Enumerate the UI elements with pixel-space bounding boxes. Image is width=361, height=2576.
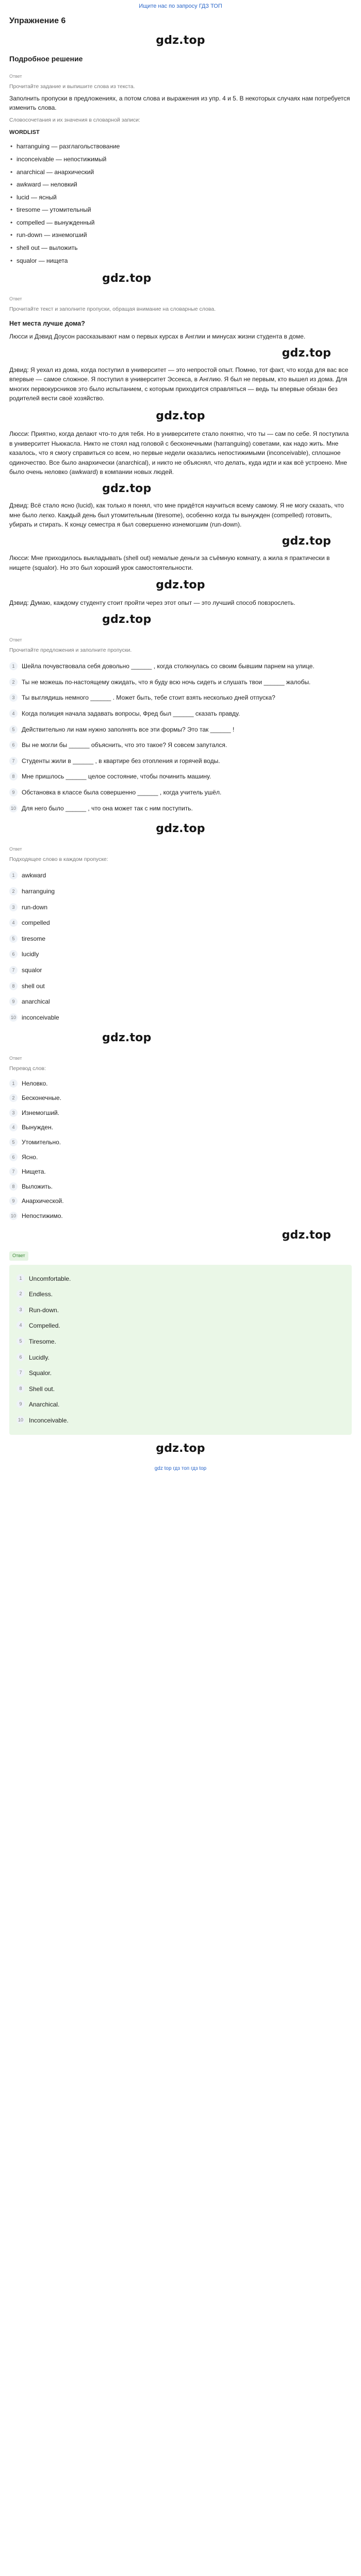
item-number: 6	[9, 741, 18, 749]
list-item	[9, 658, 352, 674]
task-text: Обстановка в классе была совершенно ______ , когда учитель ушёл.	[22, 788, 222, 796]
answer-text: harranguing	[22, 888, 55, 895]
list-item	[9, 690, 352, 706]
list-item	[9, 753, 352, 769]
list-item	[9, 931, 352, 947]
list-item	[9, 868, 352, 884]
section-title: Подробное решение	[9, 54, 83, 63]
item-number: 8	[17, 1384, 25, 1393]
vocab-title: WORDLIST	[9, 129, 40, 136]
answer-tag: Ответ	[9, 637, 22, 642]
story-paragraph: Люсси: Приятно, когда делают что-то для тебя. Но в университете стало понятно, что ты — сам по себе. Я поступила в университет Ньюкасла. Никто не стоял над головой с бесконечными (harranguing) советами, как надо жить. Мне казалось, что я смогу справиться со всем, но первые недели оказались непостижимыми (inconceivable), сплошное одиночество. Все было анархически (anarchical), и никто не объяснял, что делать, куда идти и как всё устроено. Мне было очень неловко (awkward) в компании новых людей.	[9, 430, 349, 476]
list-item	[9, 1010, 352, 1026]
item-number: 5	[17, 1337, 25, 1345]
item-number: 10	[9, 1013, 18, 1022]
answer-list	[9, 868, 352, 1025]
list-item	[9, 978, 352, 994]
item-number: 6	[9, 1153, 18, 1161]
item-number: 3	[9, 903, 18, 911]
story-paragraph: Дэвид: Я уехал из дома, когда поступил в университет — это непростой опыт. Помню, тот факт, что когда для вас все впервые — самое сложное. Я поступил в университет Эссекса, в Англию. Я был не первым, кто вышел из дома. Для многих первокурсников это было испытанием, с которым приходится справляться — ведь ты впервые обязан без родителей вести своё хозяйство.	[9, 366, 349, 402]
item-text: Анархической.	[22, 1197, 64, 1205]
item-number: 9	[9, 997, 18, 1006]
answer-text: inconceivable	[22, 1013, 59, 1021]
list-item	[9, 1091, 352, 1106]
watermark: gdz.top	[156, 33, 205, 47]
numbers-label: Перевод слов:	[9, 1065, 46, 1072]
item-number: 1	[9, 662, 18, 670]
list-item	[9, 801, 352, 817]
list-item	[9, 946, 352, 962]
answer-text: squalor	[22, 967, 42, 974]
answer-badge: Ответ	[9, 1251, 28, 1261]
list-item	[9, 706, 352, 722]
list-item	[9, 915, 352, 931]
item-number: 6	[9, 950, 18, 958]
item-number: 4	[9, 709, 18, 718]
watermark: gdz.top	[156, 1442, 205, 1455]
item-number: 9	[9, 1197, 18, 1205]
item-text: Squalor.	[29, 1369, 52, 1377]
task-text: Ты не можешь по-настоящему ожидать, что я буду всю ночь сидеть и слушать твои ______ жалобы.	[22, 678, 311, 686]
answer-text: run-down	[22, 903, 48, 911]
item-number: 8	[9, 772, 18, 781]
task-text: Когда полиция начала задавать вопросы, Фред был ______ сказать правду.	[22, 709, 240, 717]
watermark: gdz.top	[102, 1031, 152, 1045]
vocab-item: • run-down — изнемогший	[9, 229, 352, 242]
vocab-item: • squalor — нищета	[9, 255, 352, 267]
list-item	[17, 1365, 344, 1381]
item-number: 4	[17, 1321, 25, 1329]
top-link[interactable]: Ищите нас по запросу ГДЗ ТОП	[139, 3, 222, 9]
item-number: 10	[17, 1416, 25, 1424]
list-item	[9, 1120, 352, 1135]
item-number: 2	[9, 1094, 18, 1102]
top-banner	[9, 0, 352, 11]
item-text: Нищета.	[22, 1168, 46, 1176]
vocab-item: • inconceivable — непостижимый	[9, 153, 352, 166]
answer-text: compelled	[22, 919, 50, 927]
list-item	[9, 994, 352, 1010]
story-title: Нет места лучше дома?	[9, 319, 85, 327]
task-text: Шейла почувствовала себя довольно ______ , когда столкнулась со своим бывшим парнем на улице.	[22, 663, 315, 670]
answer-box	[9, 1265, 352, 1435]
list-item	[9, 722, 352, 738]
list-item	[9, 1164, 352, 1179]
final-answer-list	[17, 1271, 344, 1429]
list-item	[17, 1302, 344, 1318]
item-number: 3	[17, 1306, 25, 1314]
vocab-item: • awkward — неловкий	[9, 178, 352, 191]
list-item	[9, 769, 352, 785]
watermark: gdz.top	[282, 1228, 331, 1242]
story-paragraph: Дэвид: Всё стало ясно (lucid), как только я понял, что мне придётся научиться всему самому. Я не могу сказать, что мне было легко. Каждый день был утомительным (tiresome), особенно когда ты вынужден (compelled) готовить, убирать и стирать. К концу семестра я был совершенно изнемогшим (run-down).	[9, 502, 344, 529]
item-number: 1	[9, 871, 18, 879]
task-text: Действительно ли нам нужно заполнять все эти формы? Это так ______ !	[22, 725, 235, 733]
item-number: 7	[17, 1368, 25, 1377]
list-item	[9, 962, 352, 978]
item-text: Lucidly.	[29, 1353, 50, 1361]
item-number: 9	[17, 1400, 25, 1408]
watermark: gdz.top	[156, 410, 205, 422]
item-text: Uncomfortable.	[29, 1275, 71, 1282]
list-item	[9, 785, 352, 801]
list-item	[9, 1209, 352, 1224]
answer-text: awkward	[22, 872, 46, 879]
watermark: gdz.top	[156, 579, 205, 592]
list-item	[9, 1194, 352, 1209]
item-number: 7	[9, 1167, 18, 1176]
item-number: 6	[17, 1353, 25, 1361]
list-item	[9, 1106, 352, 1121]
watermark: gdz.top	[102, 613, 152, 626]
item-text: Endless.	[29, 1291, 53, 1298]
answer-tag: Ответ	[9, 73, 22, 79]
task-list	[9, 658, 352, 816]
item-text: Compelled.	[29, 1322, 60, 1330]
answer-text: shell out	[22, 982, 45, 990]
story-paragraph: Дэвид: Думаю, каждому студенту стоит пройти через этот опыт — это лучший способ повзрослеть.	[9, 599, 296, 607]
item-text: Вынужден.	[22, 1124, 54, 1131]
list-item	[17, 1413, 344, 1429]
vocab-item: • harranguing — разглагольствование	[9, 140, 352, 153]
item-number: 5	[9, 725, 18, 734]
item-number: 5	[9, 1138, 18, 1146]
list-item	[17, 1350, 344, 1366]
item-text: Run-down.	[29, 1306, 59, 1314]
item-number: 1	[17, 1274, 25, 1282]
item-number: 4	[9, 919, 18, 927]
list-item	[17, 1397, 344, 1413]
vocab-item: • tiresome — утомительный	[9, 204, 352, 216]
item-text: Shell out.	[29, 1385, 55, 1393]
item-text: Неловко.	[22, 1079, 48, 1087]
list-item	[17, 1334, 344, 1350]
item-text: Выложить.	[22, 1182, 53, 1190]
vocab-item: • compelled — вынужденный	[9, 216, 352, 229]
watermark: gdz.top	[102, 482, 152, 496]
item-number: 4	[9, 1123, 18, 1131]
item-text: Anarchical.	[29, 1401, 60, 1409]
footer-link[interactable]: gdz top гдз топ гдз top	[154, 1465, 207, 1471]
watermark: gdz.top	[282, 534, 331, 548]
list-item	[17, 1271, 344, 1287]
answer-text: lucidly	[22, 951, 39, 958]
item-number: 7	[9, 757, 18, 765]
item-number: 8	[9, 982, 18, 990]
item-number: 5	[9, 935, 18, 943]
task-intro: Заполнить пропуски в предложениях, а потом слова и выражения из упр. 4 и 5. В некоторых случаях нам потребуется изменить слова.	[9, 94, 350, 112]
task-text: Ты выглядишь немного ______ . Может быть, тебе стоит взять несколько дней отпуска?	[22, 694, 275, 702]
task-text: Вы не могли бы ______ объяснить, что это такое? Я совсем запутался.	[22, 741, 227, 749]
item-text: Tiresome.	[29, 1338, 56, 1346]
list-item	[9, 737, 352, 753]
list-item	[9, 900, 352, 916]
item-text: Непостижимо.	[22, 1212, 63, 1220]
item-text: Inconceivable.	[29, 1416, 69, 1424]
translation-list	[9, 1076, 352, 1224]
item-number: 10	[9, 1212, 18, 1220]
item-number: 3	[9, 1109, 18, 1117]
answer-tag: Ответ	[9, 1056, 22, 1061]
story-instruction: Прочитайте текст и заполните пропуски, обращая внимание на словарные слова.	[9, 306, 216, 313]
story-paragraph: Люсси и Дэвид Доусон рассказывают нам о первых курсах в Англии и минусах жизни студента в доме.	[9, 332, 306, 340]
item-text: Ясно.	[22, 1153, 38, 1161]
list-item	[17, 1318, 344, 1334]
list-item	[9, 674, 352, 690]
list-item	[9, 1135, 352, 1150]
answers-instruction: Подходящее слово в каждом пропуске:	[9, 856, 108, 863]
task-instruction: Прочитайте задание и выпишите слова из текста.	[9, 83, 135, 90]
item-text: Бесконечные.	[22, 1094, 62, 1102]
vocab-item: • lucid — ясный	[9, 191, 352, 204]
item-number: 9	[9, 788, 18, 796]
tasks-instruction: Прочитайте предложения и заполните пропуски.	[9, 647, 132, 653]
list-item	[17, 1381, 344, 1397]
item-number: 3	[9, 693, 18, 702]
item-text: Изнемогший.	[22, 1109, 60, 1116]
answer-text: anarchical	[22, 998, 50, 1006]
item-text: Утомительно.	[22, 1139, 61, 1146]
item-number: 2	[17, 1290, 25, 1298]
vocab-list	[9, 140, 352, 267]
list-item	[9, 1150, 352, 1165]
vocab-note: Словосочетания и их значения в словарной записи:	[9, 117, 140, 124]
item-number: 2	[9, 887, 18, 895]
page-title: Упражнение 6	[9, 16, 66, 26]
task-text: Для него было ______ , что она может так с ним поступить.	[22, 804, 193, 812]
vocab-item: • anarchical — анархический	[9, 166, 352, 179]
list-item	[9, 1179, 352, 1194]
answer-tag: Ответ	[9, 846, 22, 852]
item-number: 8	[9, 1182, 18, 1191]
task-text: Мне пришлось ______ целое состояние, чтобы починить машину.	[22, 773, 211, 781]
list-item	[9, 1076, 352, 1091]
watermark: gdz.top	[156, 822, 205, 836]
item-number: 7	[9, 966, 18, 974]
list-item	[17, 1286, 344, 1302]
item-number: 1	[9, 1079, 18, 1088]
story-paragraph: Люсси: Мне приходилось выкладывать (shell out) немалые деньги за съёмную комнату, а жила я практически в нищете (squalor). Но это был хороший урок самостоятельности.	[9, 554, 330, 571]
item-number: 2	[9, 678, 18, 686]
answer-text: tiresome	[22, 935, 46, 942]
item-number: 10	[9, 804, 18, 812]
task-text: Студенты жили в ______ , в квартире без отопления и горячей воды.	[22, 757, 220, 765]
vocab-item: • shell out — выложить	[9, 242, 352, 255]
list-item	[9, 884, 352, 900]
footer	[9, 1462, 352, 1477]
watermark: gdz.top	[102, 272, 152, 285]
watermark: gdz.top	[282, 346, 331, 360]
answer-tag: Ответ	[9, 296, 22, 302]
